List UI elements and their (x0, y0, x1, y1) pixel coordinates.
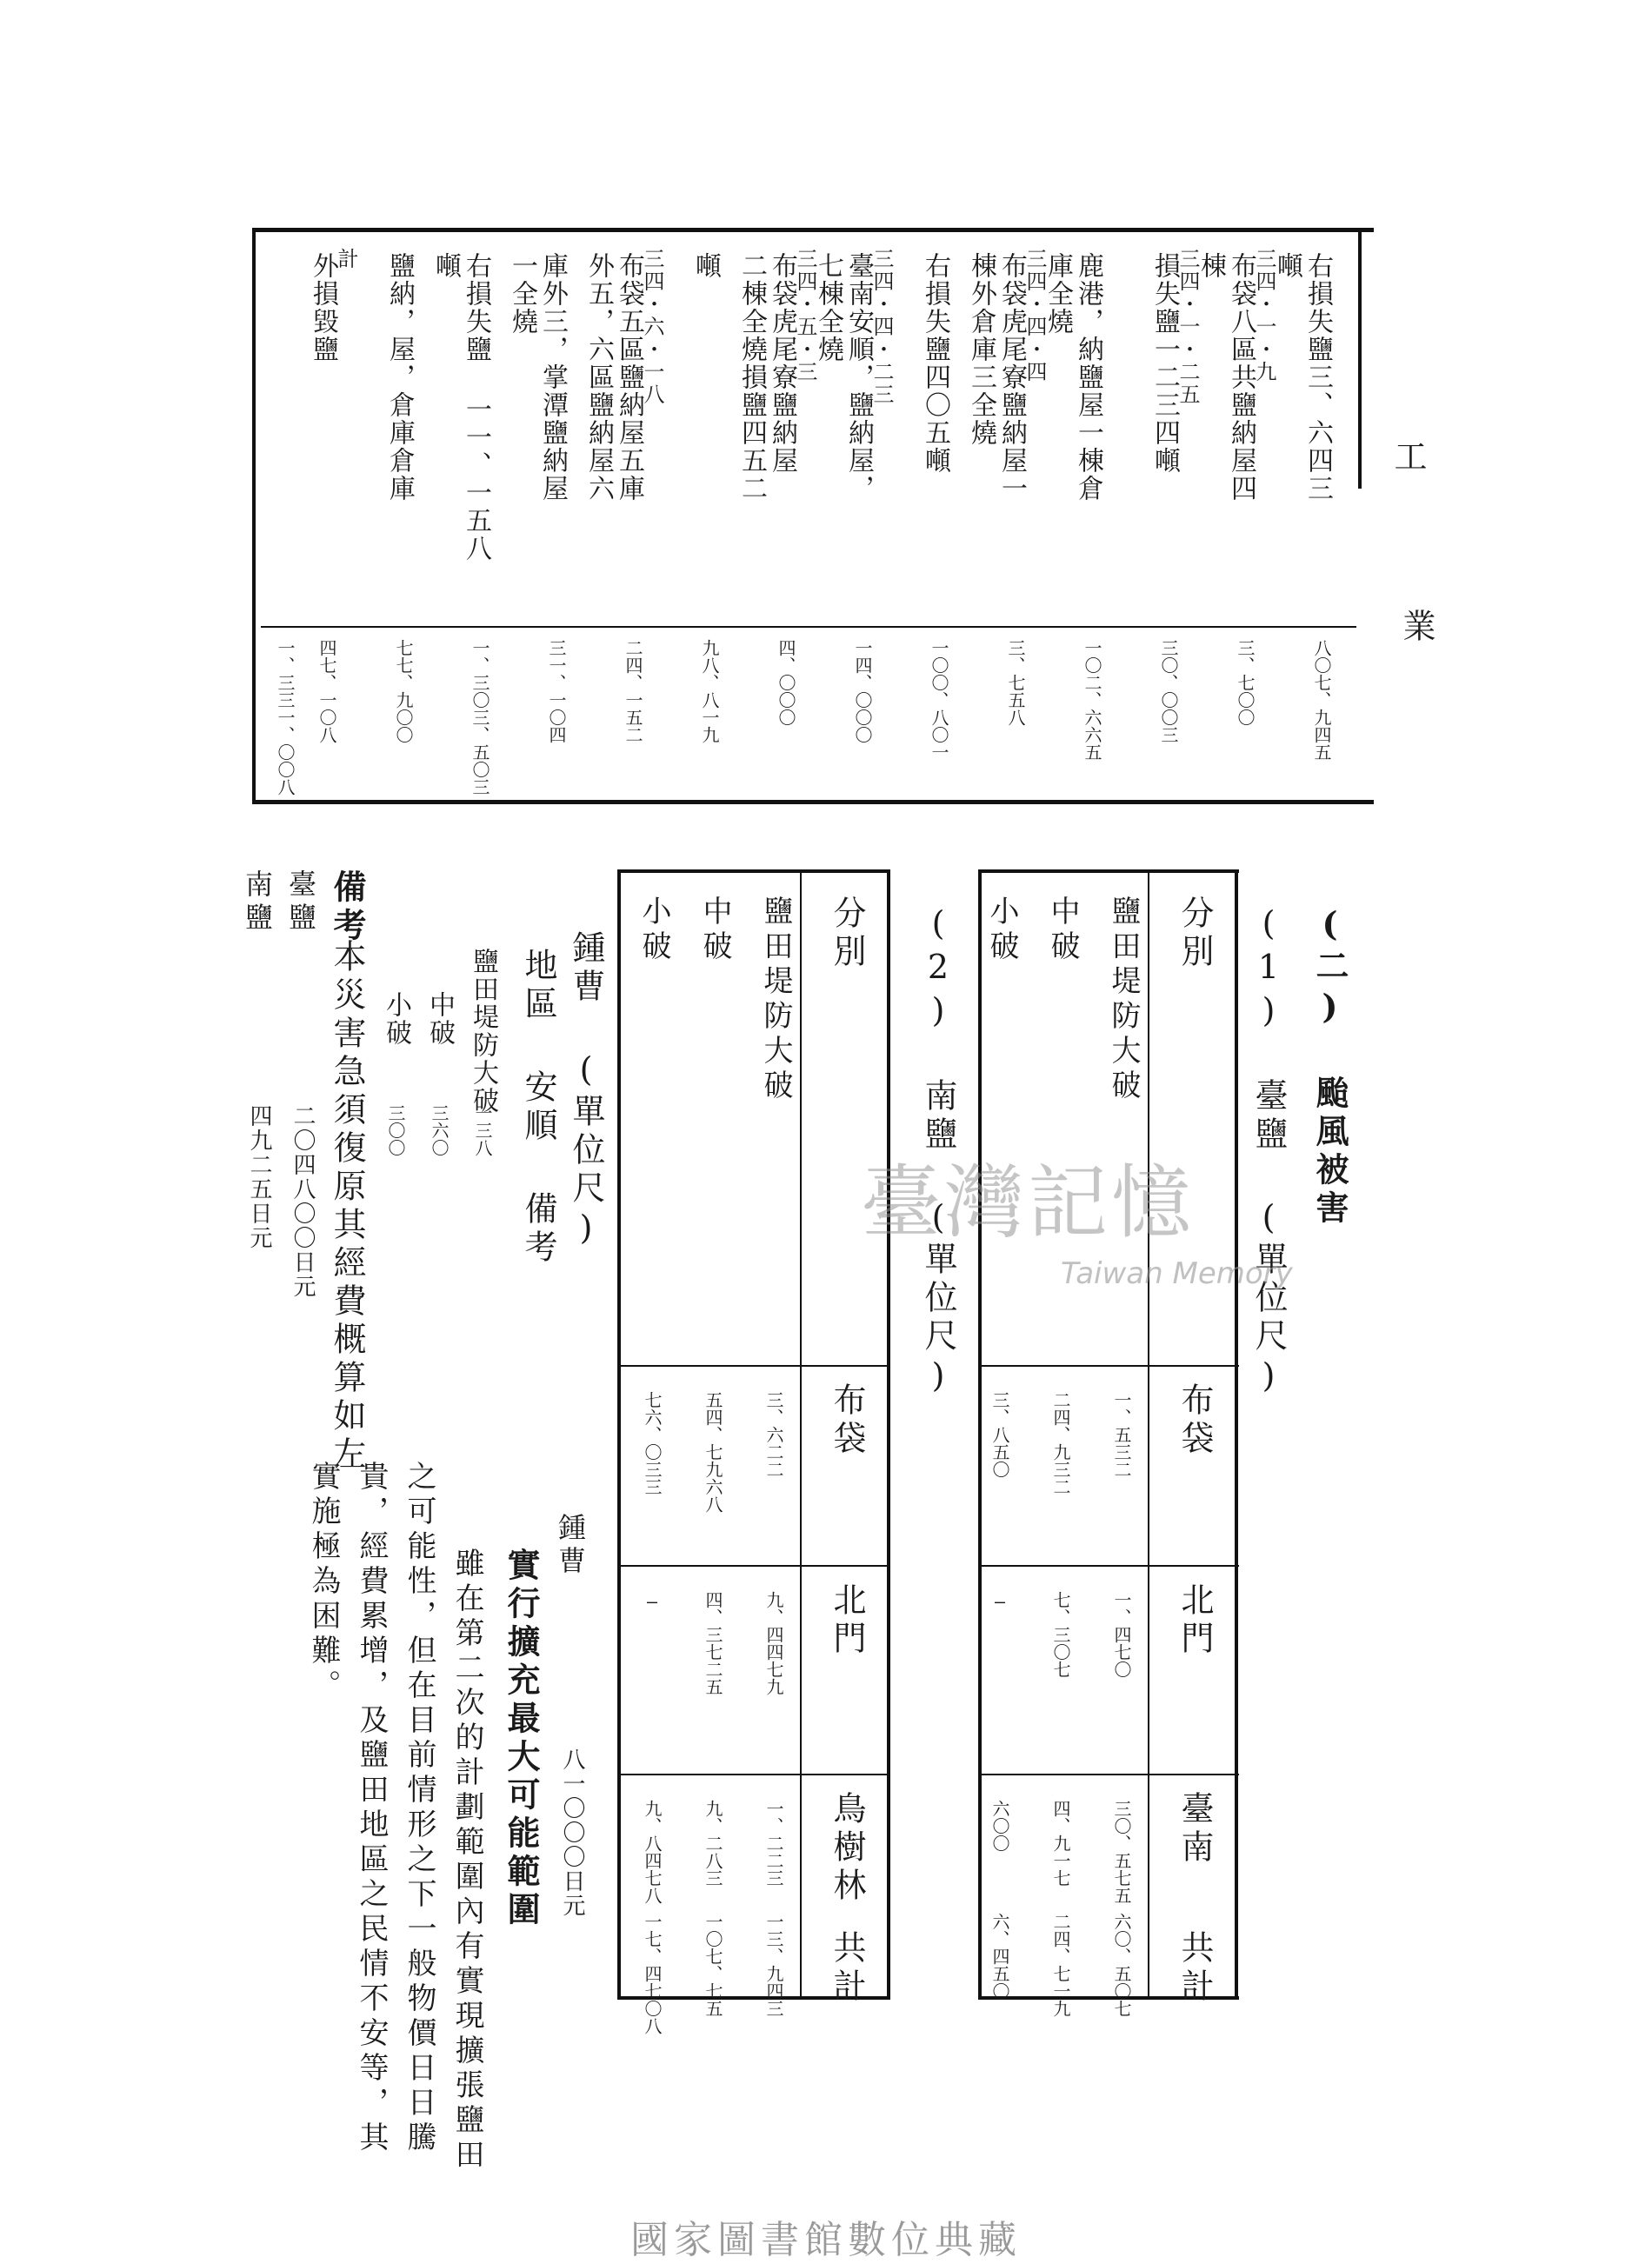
row-label: 小破 (636, 896, 671, 965)
cell-value: 三〇、五七五 (1111, 1800, 1132, 1904)
row-amount: 七七、九〇〇 (393, 639, 414, 743)
district-header: 備考 (519, 1191, 557, 1268)
col-header: 共計 (1176, 1930, 1214, 2007)
row-text: 噸 (690, 252, 721, 280)
section-char-2: 業 (1397, 609, 1436, 647)
row-text: 布袋五區鹽納屋五庫 (614, 252, 644, 503)
row-amount: 三、七〇〇 (1235, 639, 1256, 726)
row-text: 臺南安順，鹽納屋， (843, 252, 874, 503)
district-row-label: 中破 (424, 991, 455, 1047)
cell-value: 一〇七、七五 (703, 1913, 723, 2017)
cell-value: 七六、〇三三 (642, 1391, 663, 1495)
cell-value: — (642, 1591, 663, 1612)
cell-value: 三、六二二 (763, 1391, 784, 1478)
cost-label: 鍾曹 (554, 1513, 587, 1579)
cost-value: 八一〇〇〇日元 (559, 1748, 585, 1918)
row-text-2: 棟外倉庫三全燒 (966, 252, 996, 447)
row-date: 三四・一・九 (1252, 248, 1276, 383)
row-text: 損失鹽一二三四噸 (1149, 252, 1180, 475)
row-text: 布袋虎尾寮鹽納屋一 (996, 252, 1027, 503)
cell-value: 一七、四七〇八 (642, 1913, 663, 2034)
cell-value: 二四、七一九 (1050, 1913, 1071, 2017)
note-label: 備考 (328, 869, 367, 946)
row-date: 計 (334, 248, 358, 270)
row-date: 三四・六・一八 (640, 248, 664, 406)
col-header: 分別 (828, 896, 866, 972)
cell-value: 一、四七〇 (1111, 1591, 1132, 1678)
row-amount: 二四、一五二 (623, 639, 643, 743)
col-header: 分別 (1176, 896, 1214, 972)
cell-value: 二四、九三二 (1050, 1391, 1071, 1495)
section-char: 工 (1389, 439, 1427, 477)
row-date: 三四・四・四 (1023, 248, 1047, 383)
row-text: 右損失鹽三、六四三 (1302, 252, 1333, 503)
row-text: 庫外三，掌潭鹽納屋 (537, 252, 568, 503)
row-text-2: 七棟全燒 (813, 252, 843, 363)
cell-value: 一三、九四三 (763, 1913, 784, 2017)
district-header: 地區 (519, 948, 557, 1024)
row-text-2: 庫全燒 (1042, 252, 1073, 336)
cost-value: 四九二五日元 (246, 1104, 272, 1250)
cell-value: — (989, 1591, 1010, 1612)
row-text: 右損失鹽四〇五噸 (920, 252, 950, 475)
row-amount: 三〇、〇〇三 (1158, 639, 1179, 743)
row-text: 鹿港，納鹽屋一棟倉 (1073, 252, 1103, 503)
row-label: 鹽田堤防大破 (758, 896, 793, 1104)
col-header: 共計 (828, 1930, 866, 2007)
row-amount: 一、三〇三、五〇三 (470, 639, 490, 796)
cell-value: 六〇、五〇七 (1111, 1913, 1132, 2017)
district-row-value: 三〇〇 (385, 1104, 406, 1156)
row-text-2: 二棟全燒損鹽四五二 (736, 252, 767, 503)
row-amount: 三一、一〇四 (546, 639, 567, 743)
cell-value: 九、二八三 (703, 1800, 723, 1887)
district-row-value: 三六〇 (429, 1104, 450, 1156)
table2-title: (2) 南鹽 (單位尺) (919, 904, 957, 1400)
cell-value: 九、四四七九 (763, 1591, 784, 1695)
row-text: 布袋虎尾寮鹽納屋 (767, 252, 797, 475)
col-header: 鳥樹林 (828, 1791, 866, 1906)
watermark-sub: Taiwan Memory (1061, 1256, 1293, 1291)
cost-label: 臺鹽 (284, 869, 317, 936)
typhoon-heading: (二) 颱風被害 (1310, 904, 1349, 1229)
cell-value: 九、八四七八 (642, 1800, 663, 1904)
row-amount: 四、〇〇〇 (776, 639, 796, 726)
district-header: 安順 (519, 1069, 557, 1146)
table1-title: (1) 臺鹽 (單位尺) (1249, 904, 1288, 1400)
col-header: 北門 (828, 1582, 866, 1659)
row-text: 外損毀鹽 (308, 252, 338, 363)
cell-value: 三、八五〇 (989, 1391, 1010, 1478)
cell-value: 四、九一七 (1050, 1800, 1071, 1887)
district-row-value: 一三八 (472, 1104, 493, 1156)
cell-value: 一、五三二 (1111, 1391, 1132, 1478)
row-amount: 三、七五八 (1005, 639, 1026, 726)
plan-line: 雖在第二次的計劃範圍內有實現擴張鹽田 (450, 1548, 484, 2174)
cost-value: 二〇四八〇〇日元 (290, 1104, 316, 1299)
cell-value: 六〇〇 (989, 1800, 1010, 1852)
row-amount: 四七、一〇八 (316, 639, 337, 743)
row-amount: 一〇二、六六五 (1082, 639, 1102, 761)
row-text-2: 噸 (1272, 252, 1302, 280)
district-row-label: 小破 (381, 991, 411, 1047)
row-amount: 九八、八一九 (699, 639, 720, 743)
row-label: 小破 (984, 896, 1019, 965)
row-label: 中破 (697, 896, 732, 965)
col-header: 布袋 (828, 1382, 866, 1459)
plan-title: 實行擴充最大可能範圍 (502, 1548, 541, 1930)
row-text-2: 一全燒 (507, 252, 537, 336)
plan-line: 之可能性，但在目前情形之下一般物價日日騰 (402, 1461, 436, 2156)
row-date: 三四・一・二五 (1176, 248, 1200, 406)
plan-line: 實施極為困難。 (306, 1461, 341, 1704)
plan-line: 貴，經費累增，及鹽田地區之民情不安等，其 (354, 1461, 389, 2156)
cell-value: 四、三七二五 (703, 1591, 723, 1695)
row-text: 布袋八區共鹽納屋四 (1226, 252, 1256, 503)
col-header: 臺南 (1176, 1791, 1214, 1868)
row-text-2: 外五，六區鹽納屋六 (583, 252, 614, 503)
row-amount: 八〇七、九四五 (1311, 639, 1332, 761)
cell-value: 五四、七九六八 (703, 1391, 723, 1513)
row-text: 鹽納，屋，倉庫倉庫 (384, 252, 415, 503)
row-amount: 一〇〇、八〇一 (929, 639, 949, 761)
row-text: 右損失鹽 一一、一五八 (461, 252, 491, 563)
note-text: 本災害急須復原其經費概算如左 (328, 939, 366, 1475)
cell-value: 一、二二三 (763, 1800, 784, 1887)
row-label: 中破 (1045, 896, 1080, 965)
cell-value: 七、三〇七 (1050, 1591, 1071, 1678)
col-header: 布袋 (1176, 1382, 1214, 1459)
row-date: 三四・四・二三 (869, 248, 894, 406)
cell-value: 六、四五〇 (989, 1913, 1010, 2000)
row-amount: 一四、〇〇〇 (852, 639, 873, 743)
watermark-text: 臺灣記憶 (861, 1156, 1196, 1249)
district-row-label: 鹽田堤防大破 (468, 948, 498, 1115)
row-text-2: 噸 (430, 252, 461, 280)
cost-label: 鍾曹 (單位尺) (567, 930, 605, 1252)
row-text-2: 棟 (1196, 252, 1226, 280)
row-label: 鹽田堤防大破 (1106, 896, 1141, 1104)
cost-label: 南鹽 (241, 869, 274, 936)
footer-caption: 國家圖書館數位典藏 (630, 2218, 1022, 2262)
row-date: 三四・五・三 (793, 248, 817, 383)
col-header: 北門 (1176, 1582, 1214, 1659)
total-amount: 一、三三一、〇〇八 (275, 639, 296, 796)
